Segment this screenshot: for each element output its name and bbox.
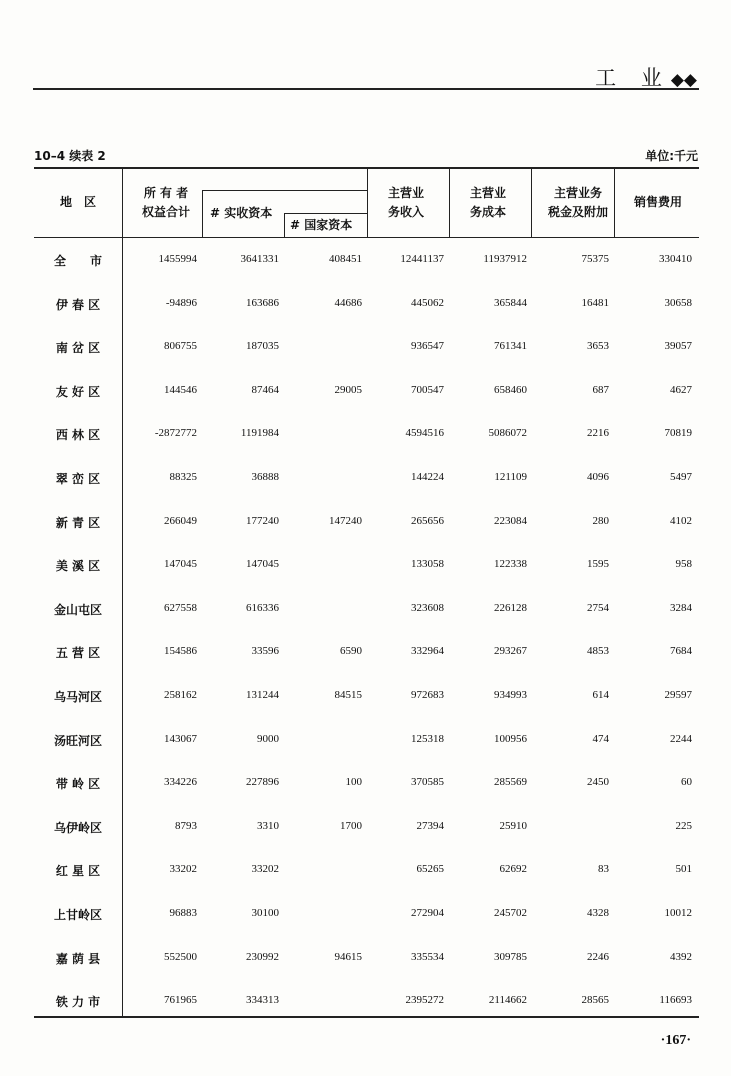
row-label: 西 林 区 xyxy=(55,428,101,442)
header-subrule xyxy=(202,190,367,191)
table-cell: 133058 xyxy=(411,558,444,570)
table-cell: 75375 xyxy=(581,253,609,265)
table-cell: 501 xyxy=(675,863,692,875)
table-cell: 335534 xyxy=(411,951,444,963)
table-cell: 3284 xyxy=(670,602,692,614)
table-cell: 2395272 xyxy=(405,994,444,1006)
table-cell: 2450 xyxy=(587,776,609,788)
table-cell: 147045 xyxy=(246,558,279,570)
table-cell: 227896 xyxy=(246,776,279,788)
table-cell: 147240 xyxy=(329,515,362,527)
table-cell: 958 xyxy=(675,558,692,570)
row-label: 上甘岭区 xyxy=(53,908,102,922)
table-cell: 761341 xyxy=(494,340,527,352)
table-cell: 972683 xyxy=(411,689,444,701)
table-cell: 131244 xyxy=(246,689,279,701)
row-label: 带 岭 区 xyxy=(55,777,101,791)
table-cell: 116693 xyxy=(659,994,692,1006)
table-cell: -2872772 xyxy=(154,427,197,439)
table-cell: 33596 xyxy=(251,645,279,657)
table-cell: 28565 xyxy=(581,994,609,1006)
header-revenue: 主营业 务收入 xyxy=(388,186,425,219)
row-label: 汤旺河区 xyxy=(53,734,102,748)
row-label: 乌马河区 xyxy=(53,690,102,704)
table-cell: 27394 xyxy=(416,820,444,832)
table-cell: 272904 xyxy=(411,907,444,919)
table-cell: 365844 xyxy=(494,297,527,309)
table-cell: 285569 xyxy=(494,776,527,788)
table-cell: 936547 xyxy=(411,340,444,352)
row-label: 金山屯区 xyxy=(53,603,102,617)
table-bottom-rule xyxy=(34,1016,699,1018)
table-cell: 408451 xyxy=(329,253,362,265)
row-label: 乌伊岭区 xyxy=(53,821,102,835)
table-cell: 122338 xyxy=(494,558,527,570)
table-cell: 474 xyxy=(592,733,609,745)
table-cell: 226128 xyxy=(494,602,527,614)
table-cell: 334226 xyxy=(164,776,197,788)
table-cell: 143067 xyxy=(164,733,197,745)
unit-label: 单位:千元 xyxy=(645,149,698,163)
table-cell: 2216 xyxy=(587,427,609,439)
table-cell: 3310 xyxy=(257,820,279,832)
table-cell: 177240 xyxy=(246,515,279,527)
table-cell: 62692 xyxy=(499,863,527,875)
table-cell: 3653 xyxy=(587,340,609,352)
table-cell: 658460 xyxy=(494,384,527,396)
table-cell: 16481 xyxy=(581,297,609,309)
table-cell: 4096 xyxy=(587,471,609,483)
table-cell: 4853 xyxy=(587,645,609,657)
table-id: 10–4 续表 2 xyxy=(34,149,106,163)
table-cell: 121109 xyxy=(494,471,527,483)
table-cell: 33202 xyxy=(169,863,197,875)
diamond-icon: ◆◆ xyxy=(670,70,697,90)
table-cell: 370585 xyxy=(411,776,444,788)
table-cell: 332964 xyxy=(411,645,444,657)
table-cell: 100956 xyxy=(494,733,527,745)
table-cell: 330410 xyxy=(659,253,692,265)
table-cell: 230992 xyxy=(246,951,279,963)
table-cell: 2754 xyxy=(587,602,609,614)
table-cell: 806755 xyxy=(164,340,197,352)
row-label: 翠 峦 区 xyxy=(55,472,101,486)
header-tax: 主营业务 税金及附加 xyxy=(547,186,608,219)
table-cell: 25910 xyxy=(499,820,527,832)
header-cost: 主营业 务成本 xyxy=(470,186,507,219)
table-cell: 65265 xyxy=(416,863,444,875)
table-cell: 258162 xyxy=(164,689,197,701)
table-cell: 4328 xyxy=(587,907,609,919)
table-cell: 154586 xyxy=(164,645,197,657)
row-label: 五 营 区 xyxy=(55,646,101,660)
table-cell: 266049 xyxy=(164,515,197,527)
table-cell: 309785 xyxy=(494,951,527,963)
table-cell: 8793 xyxy=(175,820,197,832)
table-cell: 687 xyxy=(592,384,609,396)
table-cell: 1455994 xyxy=(158,253,197,265)
running-header-title: 工 业 xyxy=(595,66,671,90)
table-cell: 187035 xyxy=(246,340,279,352)
table-cell: 125318 xyxy=(411,733,444,745)
column-divider xyxy=(449,168,450,237)
header-state-capital: # 国家资本 xyxy=(290,218,353,232)
table-cell: 3641331 xyxy=(240,253,279,265)
column-divider xyxy=(614,168,615,237)
table-cell: 225 xyxy=(675,820,692,832)
table-cell: 1700 xyxy=(340,820,362,832)
table-cell: 761965 xyxy=(164,994,197,1006)
table-cell: 7684 xyxy=(670,645,692,657)
table-cell: 96883 xyxy=(169,907,197,919)
page-number: ·167· xyxy=(660,1033,691,1048)
row-label: 红 星 区 xyxy=(55,864,101,878)
table-cell: 30658 xyxy=(664,297,692,309)
header-subrule xyxy=(284,213,367,214)
header-equity: 所 有 者 权益合计 xyxy=(141,186,190,219)
table-cell: 11937912 xyxy=(483,253,527,265)
table-cell: 4392 xyxy=(670,951,692,963)
column-divider xyxy=(202,190,203,237)
table-cell: 280 xyxy=(592,515,609,527)
row-label: 嘉 荫 县 xyxy=(55,952,101,966)
header-region: 地 区 xyxy=(59,195,96,209)
table-cell: 147045 xyxy=(164,558,197,570)
table-cell: 100 xyxy=(345,776,362,788)
table-cell: 144224 xyxy=(411,471,444,483)
table-cell: 44686 xyxy=(334,297,362,309)
table-cell: 245702 xyxy=(494,907,527,919)
table-cell: 88325 xyxy=(169,471,197,483)
table-cell: 5497 xyxy=(670,471,692,483)
row-label: 美 溪 区 xyxy=(55,559,101,573)
table-cell: 1191984 xyxy=(240,427,279,439)
table-cell: 39057 xyxy=(664,340,692,352)
table-cell: -94896 xyxy=(165,297,197,309)
row-label: 铁 力 市 xyxy=(55,995,101,1009)
table-cell: 6590 xyxy=(340,645,362,657)
table-cell: 36888 xyxy=(251,471,279,483)
column-divider xyxy=(122,168,123,1016)
table-cell: 616336 xyxy=(246,602,279,614)
table-cell: 2244 xyxy=(670,733,692,745)
table-cell: 87464 xyxy=(251,384,279,396)
header-paid-in-capital: # 实收资本 xyxy=(210,206,273,220)
table-cell: 33202 xyxy=(251,863,279,875)
row-label: 南 岔 区 xyxy=(55,341,101,355)
row-label: 全 市 xyxy=(53,254,102,268)
table-cell: 60 xyxy=(681,776,692,788)
table-cell: 4627 xyxy=(670,384,692,396)
table-cell: 4594516 xyxy=(405,427,444,439)
table-cell: 29005 xyxy=(334,384,362,396)
table-cell: 2114662 xyxy=(488,994,527,1006)
table-cell: 83 xyxy=(598,863,609,875)
table-cell: 2246 xyxy=(587,951,609,963)
table-cell: 223084 xyxy=(494,515,527,527)
table-cell: 94615 xyxy=(334,951,362,963)
column-divider xyxy=(531,168,532,237)
table-cell: 144546 xyxy=(164,384,197,396)
table-cell: 10012 xyxy=(664,907,692,919)
header-sales-expense: 销售费用 xyxy=(633,195,682,209)
table-cell: 700547 xyxy=(411,384,444,396)
row-label: 伊 春 区 xyxy=(55,298,101,312)
table-cell: 5086072 xyxy=(488,427,527,439)
row-label: 友 好 区 xyxy=(55,385,101,399)
table-cell: 627558 xyxy=(164,602,197,614)
table-cell: 445062 xyxy=(411,297,444,309)
table-cell: 934993 xyxy=(494,689,527,701)
table-cell: 12441137 xyxy=(400,253,444,265)
table-cell: 323608 xyxy=(411,602,444,614)
column-divider xyxy=(284,213,285,237)
table-cell: 1595 xyxy=(587,558,609,570)
table-cell: 552500 xyxy=(164,951,197,963)
table-cell: 70819 xyxy=(664,427,692,439)
table-cell: 334313 xyxy=(246,994,279,1006)
table-cell: 84515 xyxy=(334,689,362,701)
table-cell: 4102 xyxy=(670,515,692,527)
table-cell: 9000 xyxy=(257,733,279,745)
table-header-rule xyxy=(34,237,699,238)
table-cell: 29597 xyxy=(664,689,692,701)
table-cell: 293267 xyxy=(494,645,527,657)
table-cell: 30100 xyxy=(251,907,279,919)
table-cell: 163686 xyxy=(246,297,279,309)
header-rule xyxy=(33,88,699,90)
row-label: 新 青 区 xyxy=(55,516,101,530)
table-cell: 265656 xyxy=(411,515,444,527)
column-divider xyxy=(367,168,368,237)
table-cell: 614 xyxy=(592,689,609,701)
